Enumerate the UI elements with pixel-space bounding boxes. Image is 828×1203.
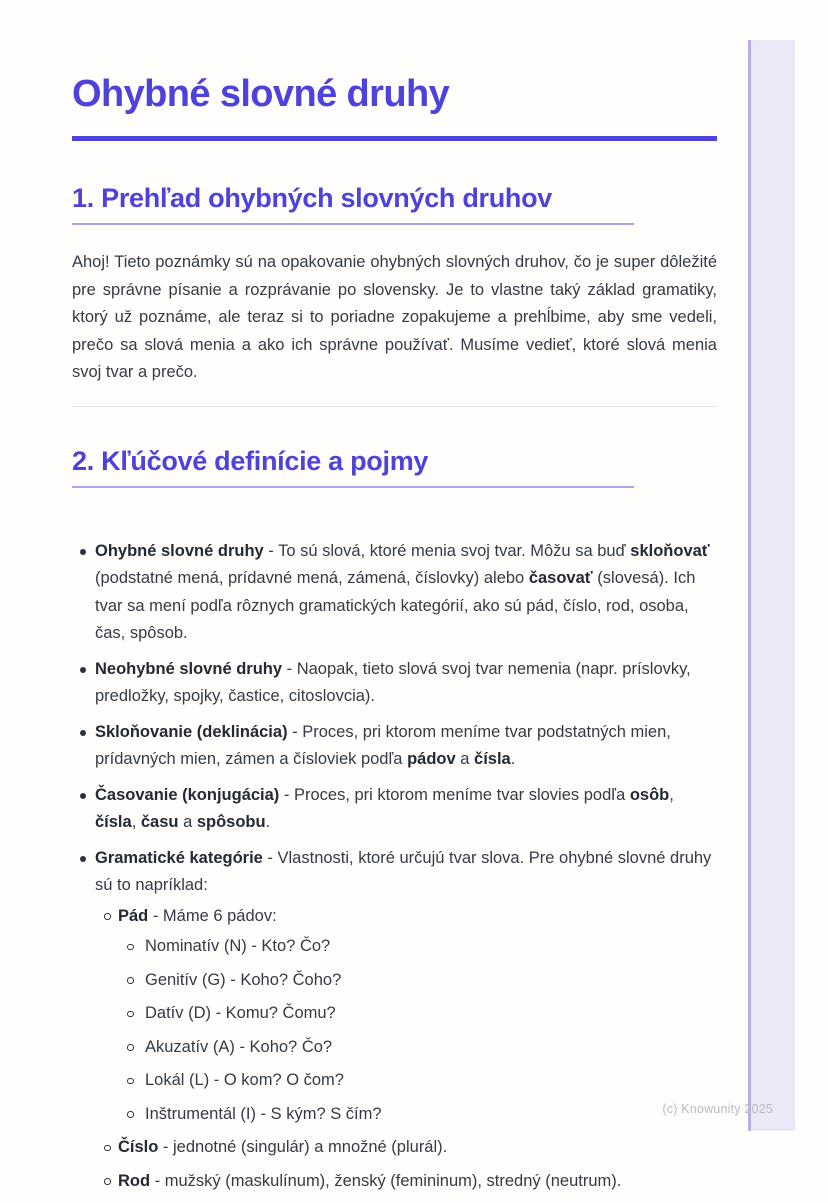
intro-paragraph: Ahoj! Tieto poznámky sú na opakovanie ohybných slovných druhov, čo je super dôležité pre správne písanie a rozprávanie po slovensky. Je to vlastne taký základ gramatiky, ktorý už poznáme, ale teraz si to poriadne zopakujeme a prehĺbime, aby sme vedeli, prečo sa slová menia a ako ich správne používať. Musíme vedieť, ktoré slová menia svoj tvar a prečo. (72, 253, 717, 382)
bullet-marker (104, 1145, 111, 1152)
list-item-text: Neohybné slovné druhy - Naopak, tieto slová svoj tvar nemenia (napr. príslovky, predložky, spojky, častice, citoslovcia). (95, 659, 691, 706)
definitions-list-level-1 (72, 538, 717, 1196)
list-item (118, 1000, 717, 1028)
list-item (118, 1034, 717, 1062)
page-edge-bar (748, 40, 795, 1131)
bullet-marker (104, 1178, 111, 1185)
section-heading-2-underline (72, 486, 634, 488)
bullet-marker (127, 1011, 134, 1018)
list-item-text: Skloňovanie (deklinácia) - Proces, pri ktorom meníme tvar podstatných mien, prídavných mien, zámen a čísloviek podľa pádov a čísla. (95, 722, 671, 769)
list-item (72, 719, 717, 774)
section-heading-1: 1. Prehľad ohybných slovných druhov (72, 183, 553, 214)
list-item-text: Gramatické kategórie - Vlastnosti, ktoré určujú tvar slova. Pre ohybné slovné druhy sú to napríklad: (95, 848, 712, 895)
bullet-marker (127, 1111, 134, 1118)
list-item (118, 1067, 717, 1095)
spacer (72, 512, 717, 538)
footer-copyright: (c) Knowunity 2025 (662, 1102, 773, 1116)
list-item (118, 967, 717, 995)
page-title: Ohybné slovné druhy (72, 73, 450, 115)
list-item (95, 1168, 717, 1196)
section-heading-1-underline (72, 223, 634, 225)
bullet-marker (80, 856, 86, 862)
list-item (118, 1101, 717, 1129)
bullet-marker (127, 977, 134, 984)
bullet-marker (80, 667, 86, 673)
spacer (72, 407, 717, 446)
bullet-marker (127, 944, 134, 951)
bullet-marker (80, 549, 86, 555)
list-item-text: Rod - mužský (maskulínum), ženský (femininum), stredný (neutrum). (118, 1171, 622, 1190)
definitions-list-level-3 (118, 933, 717, 1128)
list-item-text: Datív (D) - Komu? Čomu? (145, 1004, 336, 1023)
list-item (72, 782, 717, 837)
list-item (95, 1134, 717, 1162)
list-item-text: Číslo - jednotné (singulár) a množné (plurál). (118, 1138, 448, 1157)
definitions-list-level-2 (95, 903, 717, 1196)
list-item-text: Genitív (G) - Koho? Čoho? (145, 970, 342, 989)
list-item-text: Časovanie (konjugácia) - Proces, pri ktorom meníme tvar slovies podľa osôb, čísla, času a spôsobu. (95, 785, 674, 832)
list-item (72, 845, 717, 1196)
list-item-text: Akuzatív (A) - Koho? Čo? (145, 1037, 333, 1056)
page-content (72, 0, 717, 1203)
bullet-marker (104, 913, 111, 920)
bullet-marker (80, 730, 86, 736)
list-item (72, 538, 717, 648)
title-rule (72, 136, 717, 141)
bullet-marker (127, 1044, 134, 1051)
list-item-text: Pád - Máme 6 pádov: (118, 906, 277, 925)
list-item-text: Inštrumentál (I) - S kým? S čím? (145, 1104, 382, 1123)
list-item-text: Ohybné slovné druhy - To sú slová, ktoré menia svoj tvar. Môžu sa buď skloňovať (podstatné mená, prídavné mená, zámená, číslovky) alebo časovať (slovesá). Ich tvar sa mení podľa rôznych gramatických kategórií, ako sú pád, číslo, rod, osoba, čas, spôsob. (95, 541, 710, 643)
bullet-marker (80, 793, 86, 799)
list-item-text: Nominatív (N) - Kto? Čo? (145, 937, 331, 956)
list-item (72, 656, 717, 711)
bullet-marker (127, 1078, 134, 1085)
list-item (95, 903, 717, 1129)
list-item-text: Lokál (L) - O kom? O čom? (145, 1071, 344, 1090)
section-heading-2: 2. Kľúčové definície a pojmy (72, 445, 429, 476)
definitions-list-container (72, 538, 717, 1196)
list-item (118, 933, 717, 961)
